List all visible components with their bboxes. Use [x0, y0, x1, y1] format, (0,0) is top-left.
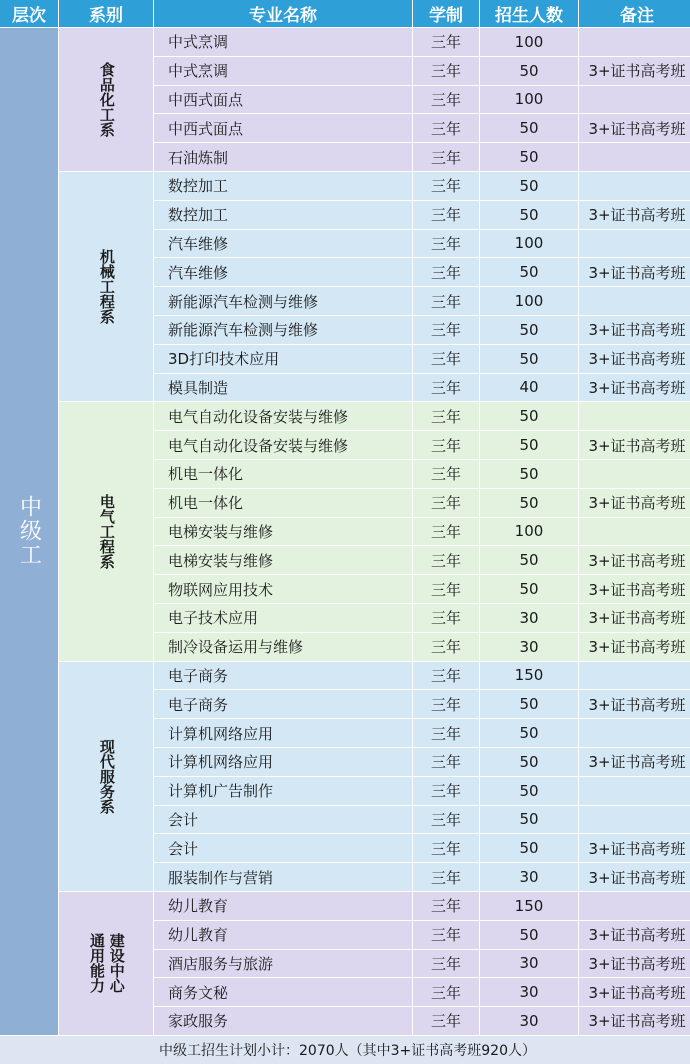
enrollment-count-cell: 50 — [480, 57, 578, 85]
enrollment-count-cell: 150 — [480, 892, 578, 920]
duration-cell: 三年 — [413, 546, 479, 574]
major-name-cell: 石油炼制 — [154, 143, 412, 171]
remarks-cell: 3+证书高考班 — [579, 748, 690, 776]
remarks-cell — [579, 172, 690, 200]
enrollment-count-cell: 30 — [480, 604, 578, 632]
remarks-cell — [579, 518, 690, 546]
duration-cell: 三年 — [413, 748, 479, 776]
duration-cell: 三年 — [413, 172, 479, 200]
major-name-cell: 数控加工 — [154, 172, 412, 200]
department-cell — [59, 402, 153, 660]
duration-cell: 三年 — [413, 1007, 479, 1035]
remarks-cell: 3+证书高考班 — [579, 575, 690, 603]
enrollment-count-cell: 100 — [480, 28, 578, 56]
major-name-cell: 制冷设备运用与维修 — [154, 633, 412, 661]
department-cell — [59, 28, 153, 171]
remarks-cell — [579, 719, 690, 747]
duration-cell: 三年 — [413, 921, 479, 949]
enrollment-count-cell: 100 — [480, 86, 578, 114]
enrollment-count-cell: 50 — [480, 921, 578, 949]
enrollment-count-cell: 50 — [480, 316, 578, 344]
duration-cell: 三年 — [413, 863, 479, 891]
remarks-cell: 3+证书高考班 — [579, 258, 690, 286]
duration-cell: 三年 — [413, 633, 479, 661]
enrollment-count-cell: 50 — [480, 143, 578, 171]
enrollment-count-cell: 100 — [480, 518, 578, 546]
remarks-cell: 3+证书高考班 — [579, 431, 690, 459]
department-label: 通用能力 — [88, 933, 106, 994]
major-name-cell: 商务文秘 — [154, 978, 412, 1006]
remarks-cell — [579, 460, 690, 488]
enrollment-count-cell: 50 — [480, 489, 578, 517]
major-name-cell: 计算机网络应用 — [154, 748, 412, 776]
major-name-cell: 电子技术应用 — [154, 604, 412, 632]
major-name-cell: 物联网应用技术 — [154, 575, 412, 603]
major-name-cell: 幼儿教育 — [154, 921, 412, 949]
remarks-cell — [579, 806, 690, 834]
enrollment-count-cell: 50 — [480, 172, 578, 200]
remarks-cell: 3+证书高考班 — [579, 604, 690, 632]
duration-cell: 三年 — [413, 834, 479, 862]
major-name-cell: 机电一体化 — [154, 489, 412, 517]
enrollment-count-cell: 30 — [480, 978, 578, 1006]
enrollment-count-cell: 50 — [480, 546, 578, 574]
duration-cell: 三年 — [413, 114, 479, 142]
header-department: 系别 — [59, 0, 153, 27]
department-label: 电气工程系 — [97, 493, 116, 569]
major-name-cell: 电梯安装与维修 — [154, 518, 412, 546]
duration-cell: 三年 — [413, 143, 479, 171]
enrollment-count-cell: 50 — [480, 719, 578, 747]
department-label: 现代服务系 — [97, 738, 116, 814]
duration-cell: 三年 — [413, 201, 479, 229]
major-name-cell: 数控加工 — [154, 201, 412, 229]
duration-cell: 三年 — [413, 316, 479, 344]
enrollment-count-cell: 50 — [480, 258, 578, 286]
enrollment-count-cell: 50 — [480, 690, 578, 718]
duration-cell: 三年 — [413, 258, 479, 286]
department-label: 建设中心 — [107, 933, 126, 994]
duration-cell: 三年 — [413, 662, 479, 690]
enrollment-count-cell: 50 — [480, 345, 578, 373]
department-cell — [59, 172, 153, 401]
major-name-cell: 电气自动化设备安装与维修 — [154, 431, 412, 459]
remarks-cell: 3+证书高考班 — [579, 978, 690, 1006]
remarks-cell: 3+证书高考班 — [579, 921, 690, 949]
header-remarks: 备注 — [579, 0, 690, 27]
enrollment-count-cell: 50 — [480, 777, 578, 805]
header-duration: 学制 — [413, 0, 479, 27]
enrollment-count-cell: 30 — [480, 950, 578, 978]
major-name-cell: 汽车维修 — [154, 258, 412, 286]
remarks-cell: 3+证书高考班 — [579, 834, 690, 862]
department-cell — [59, 662, 153, 891]
major-name-cell: 计算机网络应用 — [154, 719, 412, 747]
major-name-cell: 新能源汽车检测与维修 — [154, 287, 412, 315]
duration-cell: 三年 — [413, 374, 479, 402]
enrollment-count-cell: 50 — [480, 201, 578, 229]
major-name-cell: 酒店服务与旅游 — [154, 950, 412, 978]
level-cell: 中级工 — [0, 28, 58, 1035]
duration-cell: 三年 — [413, 575, 479, 603]
remarks-cell: 3+证书高考班 — [579, 863, 690, 891]
enrollment-count-cell: 30 — [480, 863, 578, 891]
duration-cell: 三年 — [413, 230, 479, 258]
major-name-cell: 服装制作与营销 — [154, 863, 412, 891]
major-name-cell: 机电一体化 — [154, 460, 412, 488]
major-name-cell: 计算机广告制作 — [154, 777, 412, 805]
major-name-cell: 新能源汽车检测与维修 — [154, 316, 412, 344]
duration-cell: 三年 — [413, 719, 479, 747]
remarks-cell — [579, 230, 690, 258]
header-enrollment: 招生人数 — [480, 0, 578, 27]
remarks-cell — [579, 143, 690, 171]
remarks-cell — [579, 86, 690, 114]
major-name-cell: 家政服务 — [154, 1007, 412, 1035]
enrollment-count-cell: 50 — [480, 748, 578, 776]
remarks-cell: 3+证书高考班 — [579, 316, 690, 344]
duration-cell: 三年 — [413, 604, 479, 632]
duration-cell: 三年 — [413, 489, 479, 517]
remarks-cell — [579, 28, 690, 56]
major-name-cell: 电子商务 — [154, 662, 412, 690]
major-name-cell: 电子商务 — [154, 690, 412, 718]
duration-cell: 三年 — [413, 806, 479, 834]
major-name-cell: 中西式面点 — [154, 114, 412, 142]
duration-cell: 三年 — [413, 57, 479, 85]
duration-cell: 三年 — [413, 86, 479, 114]
remarks-cell: 3+证书高考班 — [579, 546, 690, 574]
enrollment-count-cell: 50 — [480, 402, 578, 430]
remarks-cell: 3+证书高考班 — [579, 633, 690, 661]
remarks-cell: 3+证书高考班 — [579, 950, 690, 978]
major-name-cell: 3D打印技术应用 — [154, 345, 412, 373]
major-name-cell: 模具制造 — [154, 374, 412, 402]
major-name-cell: 汽车维修 — [154, 230, 412, 258]
enrollment-count-cell: 30 — [480, 633, 578, 661]
department-label: 食品化工系 — [97, 61, 116, 137]
remarks-cell — [579, 892, 690, 920]
enrollment-count-cell: 50 — [480, 834, 578, 862]
duration-cell: 三年 — [413, 892, 479, 920]
remarks-cell: 3+证书高考班 — [579, 1007, 690, 1035]
remarks-cell: 3+证书高考班 — [579, 201, 690, 229]
duration-cell: 三年 — [413, 950, 479, 978]
remarks-cell: 3+证书高考班 — [579, 374, 690, 402]
major-name-cell: 中式烹调 — [154, 28, 412, 56]
major-name-cell: 会计 — [154, 806, 412, 834]
duration-cell: 三年 — [413, 402, 479, 430]
duration-cell: 三年 — [413, 345, 479, 373]
footer-summary: 中级工招生计划小计：2070人（其中3+证书高考班920人） — [0, 1036, 690, 1064]
remarks-cell: 3+证书高考班 — [579, 489, 690, 517]
enrollment-count-cell: 50 — [480, 806, 578, 834]
department-label: 机械工程系 — [97, 249, 116, 325]
remarks-cell — [579, 777, 690, 805]
remarks-cell: 3+证书高考班 — [579, 114, 690, 142]
remarks-cell — [579, 402, 690, 430]
header-major: 专业名称 — [154, 0, 412, 27]
major-name-cell: 电气自动化设备安装与维修 — [154, 402, 412, 430]
major-name-cell: 中式烹调 — [154, 57, 412, 85]
remarks-cell: 3+证书高考班 — [579, 690, 690, 718]
header-level: 层次 — [0, 0, 58, 27]
remarks-cell — [579, 662, 690, 690]
duration-cell: 三年 — [413, 690, 479, 718]
duration-cell: 三年 — [413, 287, 479, 315]
enrollment-count-cell: 40 — [480, 374, 578, 402]
duration-cell: 三年 — [413, 431, 479, 459]
enrollment-count-cell: 150 — [480, 662, 578, 690]
enrollment-count-cell: 50 — [480, 114, 578, 142]
major-name-cell: 会计 — [154, 834, 412, 862]
remarks-cell: 3+证书高考班 — [579, 57, 690, 85]
enrollment-count-cell: 100 — [480, 287, 578, 315]
enrollment-count-cell: 50 — [480, 575, 578, 603]
enrollment-count-cell: 50 — [480, 460, 578, 488]
duration-cell: 三年 — [413, 978, 479, 1006]
duration-cell: 三年 — [413, 460, 479, 488]
remarks-cell — [579, 287, 690, 315]
remarks-cell: 3+证书高考班 — [579, 345, 690, 373]
enrollment-count-cell: 50 — [480, 431, 578, 459]
duration-cell: 三年 — [413, 518, 479, 546]
major-name-cell: 幼儿教育 — [154, 892, 412, 920]
major-name-cell: 电梯安装与维修 — [154, 546, 412, 574]
duration-cell: 三年 — [413, 777, 479, 805]
department-cell — [59, 892, 153, 1035]
major-name-cell: 中西式面点 — [154, 86, 412, 114]
duration-cell: 三年 — [413, 28, 479, 56]
enrollment-count-cell: 30 — [480, 1007, 578, 1035]
enrollment-count-cell: 100 — [480, 230, 578, 258]
